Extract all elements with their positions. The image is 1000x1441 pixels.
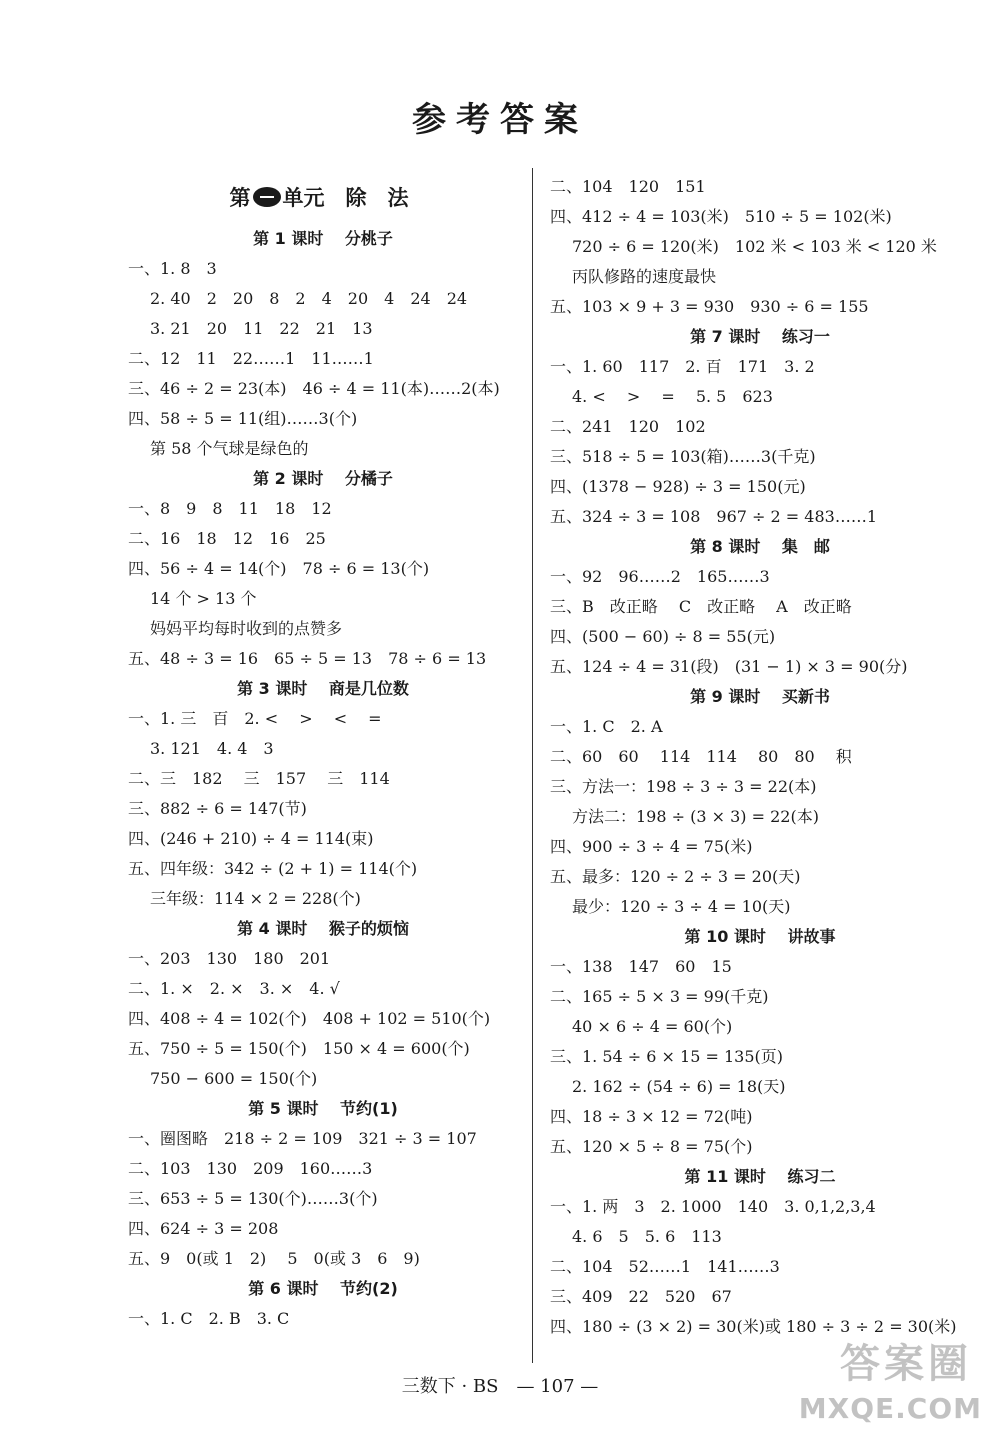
answer-line: 二、三 182 三 157 三 114	[128, 769, 390, 788]
left-column	[128, 172, 518, 1334]
answer-line: 五、最多：120 ÷ 2 ÷ 3 = 20(天)	[550, 867, 801, 886]
answer-line: 五、9 0(或 1 2) 5 0(或 3 6 9)	[128, 1249, 420, 1268]
lesson-heading: 第 7 课时 练习一	[690, 327, 830, 346]
answer-line: 三、653 ÷ 5 = 130(个)……3(个)	[128, 1189, 378, 1208]
lesson-heading: 第 4 课时 猴子的烦恼	[237, 919, 409, 938]
column-divider	[532, 168, 533, 1363]
unit-title: 单元 除 法	[282, 186, 409, 210]
answer-line: 四、624 ÷ 3 = 208	[128, 1219, 279, 1238]
answer-line: 五、四年级：342 ÷ (2 + 1) = 114(个)	[128, 859, 418, 878]
answer-line: 三、方法一：198 ÷ 3 ÷ 3 = 22(本)	[550, 777, 817, 796]
answer-line: 720 ÷ 6 = 120(米) 102 米 < 103 米 < 120 米	[572, 237, 937, 256]
answer-line: 一、8 9 8 11 18 12	[128, 499, 332, 518]
answer-line: 3. 121 4. 4 3	[150, 739, 274, 758]
answer-line: 四、(246 + 210) ÷ 4 = 114(束)	[128, 829, 374, 848]
answer-line: 二、165 ÷ 5 × 3 = 99(千克)	[550, 987, 769, 1006]
answer-line: 二、104 120 151	[550, 177, 706, 196]
answer-line: 四、(500 − 60) ÷ 8 = 55(元)	[550, 627, 776, 646]
answer-line: 一、1. C 2. A	[550, 717, 663, 736]
answer-line: 三、B 改正略 C 改正略 A 改正略	[550, 597, 852, 616]
answer-line: 三年级：114 × 2 = 228(个)	[150, 889, 361, 908]
page-footer: 三数下 · BS — 107 —	[401, 1376, 599, 1397]
answer-line: 二、241 120 102	[550, 417, 706, 436]
answer-line: 四、408 ÷ 4 = 102(个) 408 + 102 = 510(个)	[128, 1009, 491, 1028]
answer-line: 二、1. × 2. × 3. × 4. √	[128, 979, 340, 998]
answer-line: 五、750 ÷ 5 = 150(个) 150 × 4 = 600(个)	[128, 1039, 470, 1058]
answer-line: 三、1. 54 ÷ 6 × 15 = 135(页)	[550, 1047, 784, 1066]
answer-line: 三、882 ÷ 6 = 147(节)	[128, 799, 307, 818]
answer-line: 三、46 ÷ 2 = 23(本) 46 ÷ 4 = 11(本)……2(本)	[128, 379, 500, 398]
watermark-top: 答案圈	[840, 1341, 972, 1387]
answer-line: 一、92 96……2 165……3	[550, 567, 770, 586]
answer-line: 750 − 600 = 150(个)	[150, 1069, 318, 1088]
lesson-heading: 第 6 课时 节约(2)	[248, 1279, 398, 1298]
lesson-heading: 第 5 课时 节约(1)	[248, 1099, 398, 1118]
lesson-heading: 第 11 课时 练习二	[684, 1167, 836, 1186]
answer-line: 五、124 ÷ 4 = 31(段) (31 − 1) × 3 = 90(分)	[550, 657, 908, 676]
answer-line: 一、1. C 2. B 3. C	[128, 1309, 290, 1328]
answer-line: 最少：120 ÷ 3 ÷ 4 = 10(天)	[572, 897, 791, 916]
answer-line: 一、圈图略 218 ÷ 2 = 109 321 ÷ 3 = 107	[128, 1129, 477, 1148]
lesson-heading: 第 2 课时 分橘子	[253, 469, 393, 488]
answer-line: 4. < > = 5. 5 623	[572, 387, 773, 406]
answer-line: 一、138 147 60 15	[550, 957, 732, 976]
answer-line: 二、16 18 12 16 25	[128, 529, 326, 548]
right-answer-list	[550, 172, 970, 1342]
answer-line: 一、1. 两 3 2. 1000 140 3. 0,1,2,3,4	[550, 1197, 876, 1216]
answer-line: 四、180 ÷ (3 × 2) = 30(米)或 180 ÷ 3 ÷ 2 = 30(米)	[550, 1317, 957, 1336]
answer-line: 2. 162 ÷ (54 ÷ 6) = 18(天)	[572, 1077, 786, 1096]
lesson-heading: 第 9 课时 买新书	[690, 687, 830, 706]
answer-line: 四、18 ÷ 3 × 12 = 72(吨)	[550, 1107, 753, 1126]
lesson-heading: 第 8 课时 集 邮	[690, 537, 830, 556]
page-title: 参考答案	[412, 100, 588, 140]
unit-number-circle	[253, 187, 281, 207]
answer-line: 二、104 52……1 141……3	[550, 1257, 780, 1276]
answer-line: 四、412 ÷ 4 = 103(米) 510 ÷ 5 = 102(米)	[550, 207, 892, 226]
answer-line: 五、103 × 9 + 3 = 930 930 ÷ 6 = 155	[550, 297, 869, 316]
answer-line: 方法二：198 ÷ (3 × 3) = 22(本)	[572, 807, 819, 826]
answer-line: 二、103 130 209 160……3	[128, 1159, 373, 1178]
unit-heading	[120, 172, 518, 224]
answer-line: 妈妈平均每时收到的点赞多	[150, 619, 343, 638]
answer-line: 四、(1378 − 928) ÷ 3 = 150(元)	[550, 477, 806, 496]
unit-prefix: 第	[229, 186, 251, 210]
lesson-heading: 第 3 课时 商是几位数	[237, 679, 409, 698]
answer-line: 五、48 ÷ 3 = 16 65 ÷ 5 = 13 78 ÷ 6 = 13	[128, 649, 487, 668]
answer-line: 二、60 60 114 114 80 80 积	[550, 747, 852, 766]
left-answer-list	[128, 224, 518, 1334]
answer-line: 四、900 ÷ 3 ÷ 4 = 75(米)	[550, 837, 753, 856]
answer-line: 一、1. 60 117 2. 百 171 3. 2	[550, 357, 815, 376]
watermark-bottom: MXQE.COM	[798, 1392, 982, 1425]
answer-line: 二、12 11 22……1 11……1	[128, 349, 374, 368]
answer-line: 3. 21 20 11 22 21 13	[150, 319, 373, 338]
answer-line: 一、203 130 180 201	[128, 949, 331, 968]
lesson-heading: 第 10 课时 讲故事	[684, 927, 836, 946]
answer-line: 一、1. 8 3	[128, 259, 217, 278]
answer-line: 14 个 > 13 个	[150, 589, 257, 608]
right-column	[550, 172, 970, 1342]
answer-line: 四、56 ÷ 4 = 14(个) 78 ÷ 6 = 13(个)	[128, 559, 430, 578]
answer-line: 四、58 ÷ 5 = 11(组)……3(个)	[128, 409, 358, 428]
answer-line: 一、1. 三 百 2. < > < =	[128, 709, 382, 728]
answer-line: 三、518 ÷ 5 = 103(箱)……3(千克)	[550, 447, 816, 466]
answer-line: 五、120 × 5 ÷ 8 = 75(个)	[550, 1137, 753, 1156]
lesson-heading: 第 1 课时 分桃子	[253, 229, 393, 248]
answer-line: 40 × 6 ÷ 4 = 60(个)	[572, 1017, 733, 1036]
answer-line: 三、409 22 520 67	[550, 1287, 732, 1306]
answer-line: 五、324 ÷ 3 = 108 967 ÷ 2 = 483……1	[550, 507, 878, 526]
answer-line: 4. 6 5 5. 6 113	[572, 1227, 722, 1246]
answer-line: 丙队修路的速度最快	[572, 267, 717, 286]
answer-line: 第 58 个气球是绿色的	[150, 439, 309, 458]
answer-line: 2. 40 2 20 8 2 4 20 4 24 24	[150, 289, 468, 308]
watermark-logo	[782, 1330, 982, 1430]
